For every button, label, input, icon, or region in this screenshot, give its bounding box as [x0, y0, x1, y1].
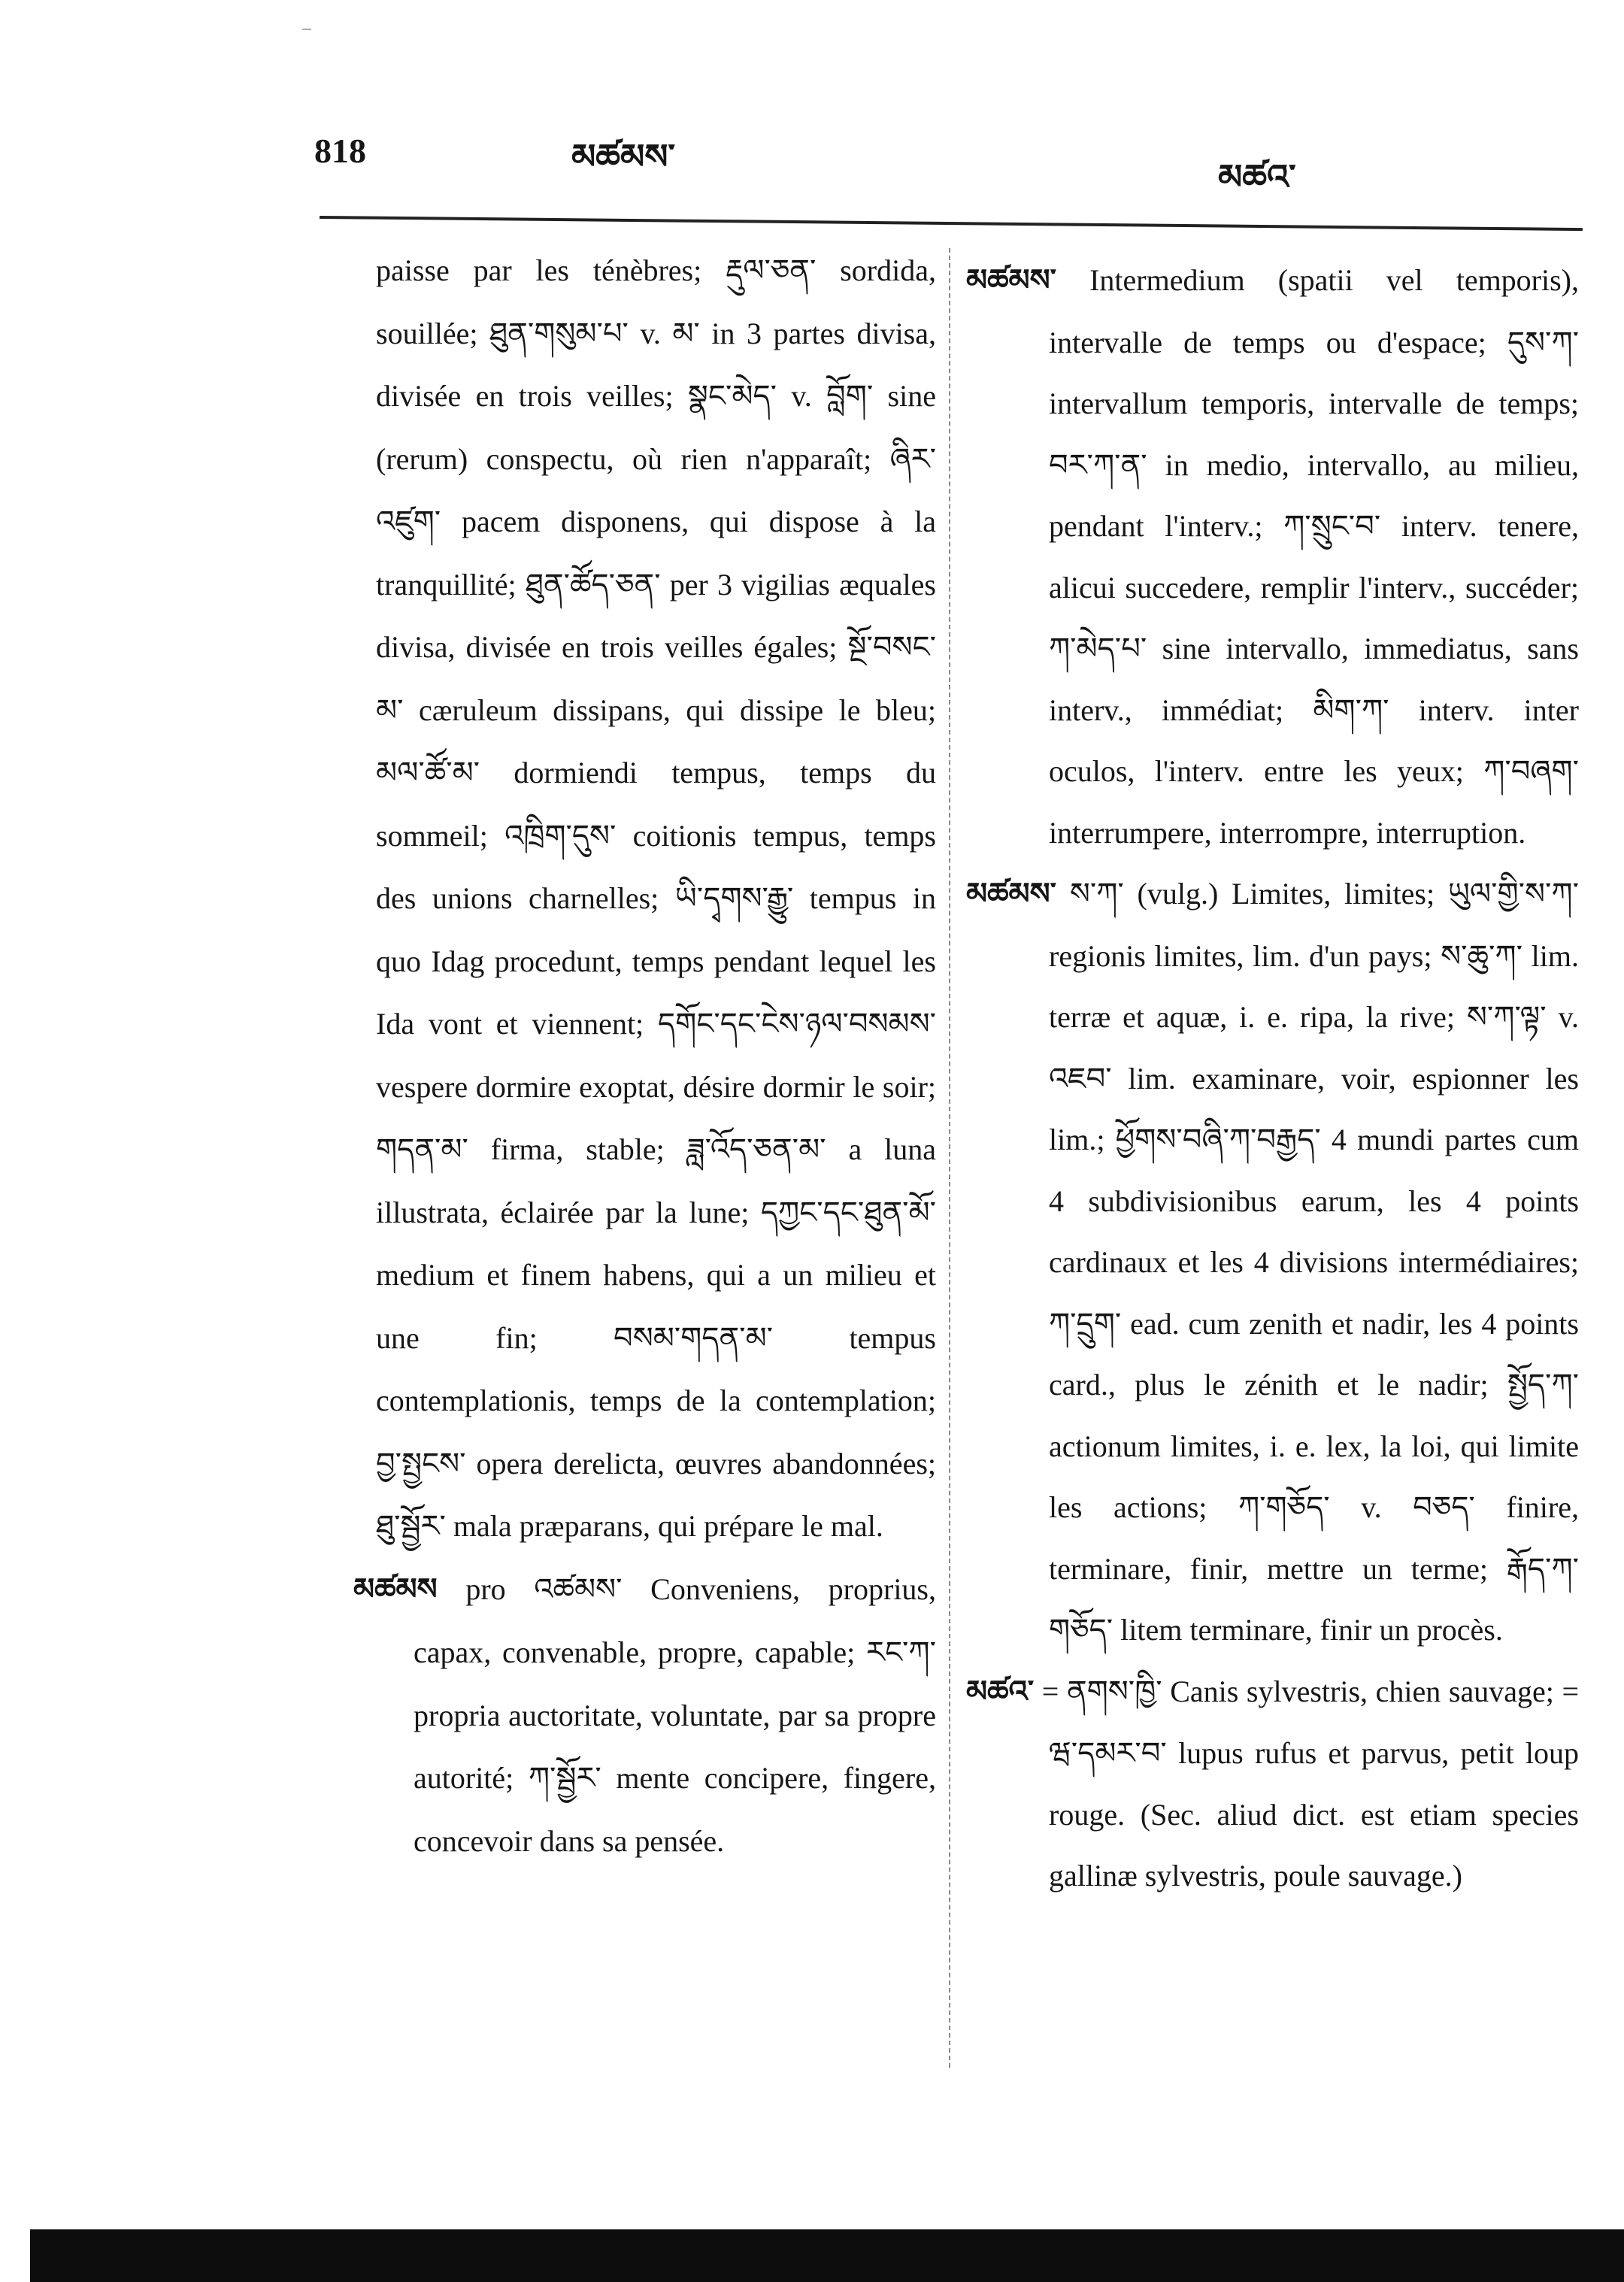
dictionary-entry — [966, 250, 1579, 863]
entry-lemma: མཚམས — [353, 1571, 438, 1607]
continued-entry: paisse par les ténèbres; རྡུལ་ཅན་ sordida, souillée; ཐུན་གསུམ་པ་ v. མ་ in 3 partes divisa, divisée en trois veilles; སྣང་མེད་ v. བློག་ sine (rerum) conspectu, où rien n'apparaît; ཞིར་འཛུག་ pacem disponens, qui dispose à la tranquillité; ཐུན་ཚོད་ཅན་ per 3 vigilias æquales divisa, divisée en trois veilles égales; སྔོ་བསང་མ་ cæruleum dissipans, qui dissipe le bleu; མལ་ཚོ་མ་ dormiendi tempus, temps du sommeil; འཁྲིག་དུས་ coitionis tempus, temps des unions charnelles; ཡི་དྭགས་རྒྱུ་ tempus in quo Idag procedunt, temps pendant lequel les Ida vont et viennent; དགོང་དང་ངེས་ཉལ་བསམས་ vespere dormire exoptat, désire dormir le soir; གདན་མ་ firma, stable; ཟླ་འོད་ཅན་མ་ a luna illustrata, éclairée par la lune; དཀྱང་དང་ཐུན་མོ་ medium et finem habens, qui a un milieu et une fin; བསམ་གདན་མ་ tempus contemplationis, temps de la contemplation; བྱ་སྤྱངས་ opera derelicta, œuvres abandonnées; ཐུ་སྦྱོར་ mala præparans, qui prépare le mal. — [376, 253, 936, 1543]
dictionary-entry — [966, 863, 1579, 1661]
right-column — [966, 250, 1579, 1907]
column-divider — [949, 248, 950, 2068]
header-rule — [320, 216, 1583, 231]
entry-lemma: མཚའ་ — [966, 1674, 1035, 1709]
left-column — [353, 239, 936, 1872]
scan-mark — [302, 29, 311, 30]
page-number: 818 — [314, 132, 366, 170]
entry-text: Intermedium (spatii vel temporis), intervalle de temps ou d'espace; དུས་ཀ་ intervallum temporis, intervalle de temps; བར་ཀ་ན་ in medio, intervallo, au milieu, pendant l'interv.; ཀ་སྲུང་བ་ interv. tenere, alicui succedere, remplir l'interv., succéder; ཀ་མེད་པ་ sine intervallo, immediatus, sans interv., immédiat; མིག་ཀ་ interv. inter oculos, l'interv. entre les yeux; ཀ་བཞག་ interrumpere, interrompre, interruption. — [1049, 263, 1579, 850]
dictionary-entry — [966, 1661, 1579, 1907]
running-head-left: མཚམས་ — [571, 136, 676, 177]
entry-text: pro འཚམས་ Conveniens, proprius, capax, convenable, propre, capable; རང་ཀ་ propria auctoritate, voluntate, par sa propre autorité; ཀ་སྦྱོར་ mente concipere, fingere, concevoir dans sa pensée. — [414, 1571, 936, 1858]
entry-text: ས་ཀ་ (vulg.) Limites, limites; ཡུལ་གྱི་ས་ཀ་ regionis limites, lim. d'un pays; ས་ཆུ་ཀ་ lim. terræ et aquæ, i. e. ripa, la rive; ས་ཀ་ལྟ་ v. འཇབ་ lim. examinare, voir, espionner les lim.; ཕྱོགས་བཞི་ཀ་བརྒྱད་ 4 mundi partes cum 4 subdivisionibus earum, les 4 points cardinaux et les 4 divisions intermédiaires; ཀ་དྲུག་ ead. cum zenith et nadir, les 4 points card., plus le zénith et le nadir; སྤྱོད་ཀ་ actionum limites, i. e. lex, la loi, qui limite les actions; ཀ་གཅོད་ v. བཅད་ finire, terminare, finir, mettre un terme; རྒོད་ཀ་གཅོད་ litem terminare, finir un procès. — [1049, 877, 1579, 1647]
running-head-right: མཚའ་ — [1218, 156, 1296, 197]
scan-bottom-edge — [30, 2229, 1624, 2282]
dictionary-entry — [353, 1558, 936, 1873]
entry-text: = ནགས་ཁྱི་ Canis sylvestris, chien sauvage; = ཝ་དམར་བ་ lupus rufus et parvus, petit loup rouge. (Sec. aliud dict. est etiam species gallinæ sylvestris, poule sauvage.) — [1034, 1674, 1579, 1893]
entry-lemma: མཚམས་ — [966, 877, 1057, 911]
entry-lemma: མཚམས་ — [966, 263, 1057, 298]
